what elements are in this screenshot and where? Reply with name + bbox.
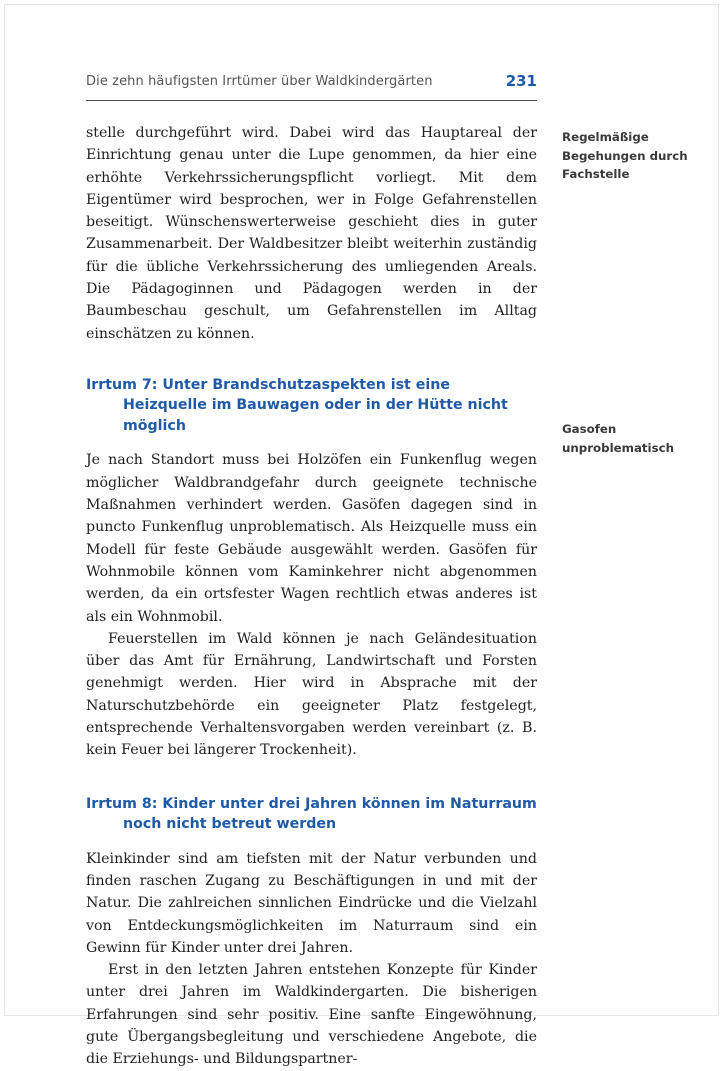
margin-note-begehungen: Regelmäßige Begehungen durch Fachstelle [562, 130, 688, 181]
main-text-column [86, 122, 537, 1071]
paragraph-7b: Feuerstellen im Wald können je nach Geländesituation über das Amt für Ernährung, Landwirtschaft und Forsten genehmigt werden. Hier wird in Absprache mit der Naturschutzbehörde ein geeigneter Platz festgelegt, entsprechende Verhaltensvorgaben werden vereinbart (z. B. kein Feuer bei längerer Trockenheit). [86, 630, 537, 759]
page-number: 231 [505, 72, 537, 90]
paragraph-7a: Je nach Standort muss bei Holzöfen ein Funkenflug wegen möglicher Waldbrandgefahr durch geeignete technische Maßnahmen verhindert werden. Gasöfen dagegen sind in puncto Funkenflug unproblematisch. Als Heizquelle muss ein Modell für feste Gebäude ausgewählt werden. Gasöfen für Wohnmobile können vom Kaminkehrer nicht abgenommen werden, da ein ortsfester Wagen rechtlich etwas anderes ist als ein Wohnmobil. [86, 452, 537, 625]
paragraph-intro: stelle durchgeführt wird. Dabei wird das Hauptareal der Einrichtung genau unter die Lupe genommen, da hier eine erhöhte Verkehrssicherungspflicht vorliegt. Mit dem Eigentümer wird besprochen, wer in Folge Gefahrenstellen beseitigt. Wünschenswerterweise geschieht dies in guter Zusammenarbeit. Der Waldbesitzer bleibt weiterhin zuständig für die übliche Verkehrssicherung des umliegenden Areals. Die Pädagoginnen und Pädagogen werden in der Baumbeschau geschult, um Gefahrenstellen im Alltag einschätzen zu können. [86, 125, 537, 342]
running-header [86, 72, 537, 101]
paragraph-8a: Kleinkinder sind am tiefsten mit der Natur verbunden und finden raschen Zugang zu Beschäftigungen in und mit der Natur. Die zahlreichen sinnlichen Eindrücke und die Vielzahl von Entdeckungsmöglichkeiten im Naturraum sind ein Gewinn für Kinder unter drei Jahren. [86, 850, 537, 956]
section-heading-irrtum-7: Irrtum 7: Unter Brandschutzaspekten ist eine Heizquelle im Bauwagen oder in der Hütte nicht möglich [86, 376, 508, 434]
margin-note-gasofen: Gasofen unproblematisch [562, 422, 675, 455]
section-heading-irrtum-8: Irrtum 8: Kinder unter drei Jahren können im Naturraum noch nicht betreut werden [86, 795, 537, 833]
running-title: Die zehn häufigsten Irrtümer über Waldkindergärten [86, 74, 433, 89]
paragraph-8b: Erst in den letzten Jahren entstehen Konzepte für Kinder unter drei Jahren im Waldkindergarten. Die bisherigen Erfahrungen sind sehr positiv. Eine sanfte Eingewöhnung, gute Übergangsbegleitung und verschiedene Angebote, die die Erziehungs- und Bildungspartner- [86, 962, 537, 1068]
